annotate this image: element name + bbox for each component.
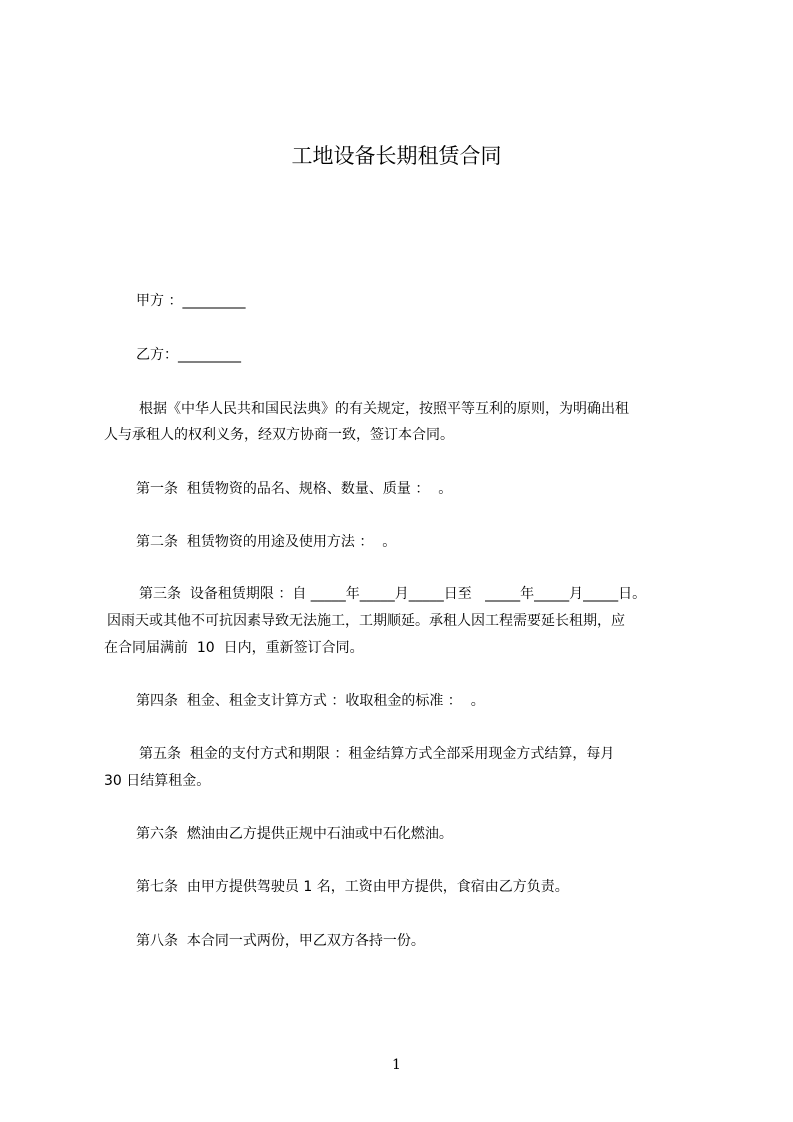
party-b-line: 乙方：_________ [136,347,241,363]
article-3-line-1: 第三条 设备租赁期限 ：自 _____年_____月_____日至 _____年_____月_____日。 [139,586,647,602]
article-3-line-2: 因雨天或其他不可抗因素导致无法施工，工期顺延。承租人因工程需要延长租期，应 [107,613,625,629]
article-2: 第二条 租赁物资的用途及使用方法 ： 。 [136,534,397,550]
article-3-line-3: 在合同届满前 10 日内，重新签订合同。 [104,640,364,656]
article-6: 第六条 燃油由乙方提供正规中石油或中石化燃油。 [136,826,453,842]
article-4: 第四条 租金、租金支计算方式 ：收取租金的标准 ： 。 [136,693,485,709]
document-title: 工地设备长期租赁合同 [291,144,502,168]
party-a-line: 甲方 ：_________ [136,293,246,309]
article-5-line-2: 30 日结算租金。 [104,773,211,789]
article-7: 第七条 由甲方提供驾驶员 1 名，工资由甲方提供，食宿由乙方负责。 [136,879,569,895]
article-5-line-1: 第五条 租金的支付方式和期限 ：租金结算方式全部采用现金方式结算，每月 [139,746,615,762]
preamble-line-2: 人与承租人的权利义务，经双方协商一致，签订本合同。 [104,427,454,443]
page-number: 1 [392,1057,401,1073]
article-8: 第八条 本合同一式两份，甲乙双方各持一份。 [136,933,425,949]
preamble-line-1: 根据《中华人民共和国民法典》的有关规定，按照平等互利的原则，为明确出租 [139,401,629,417]
article-1: 第一条 租赁物资的品名、规格、数量、质量 ： 。 [136,481,453,497]
